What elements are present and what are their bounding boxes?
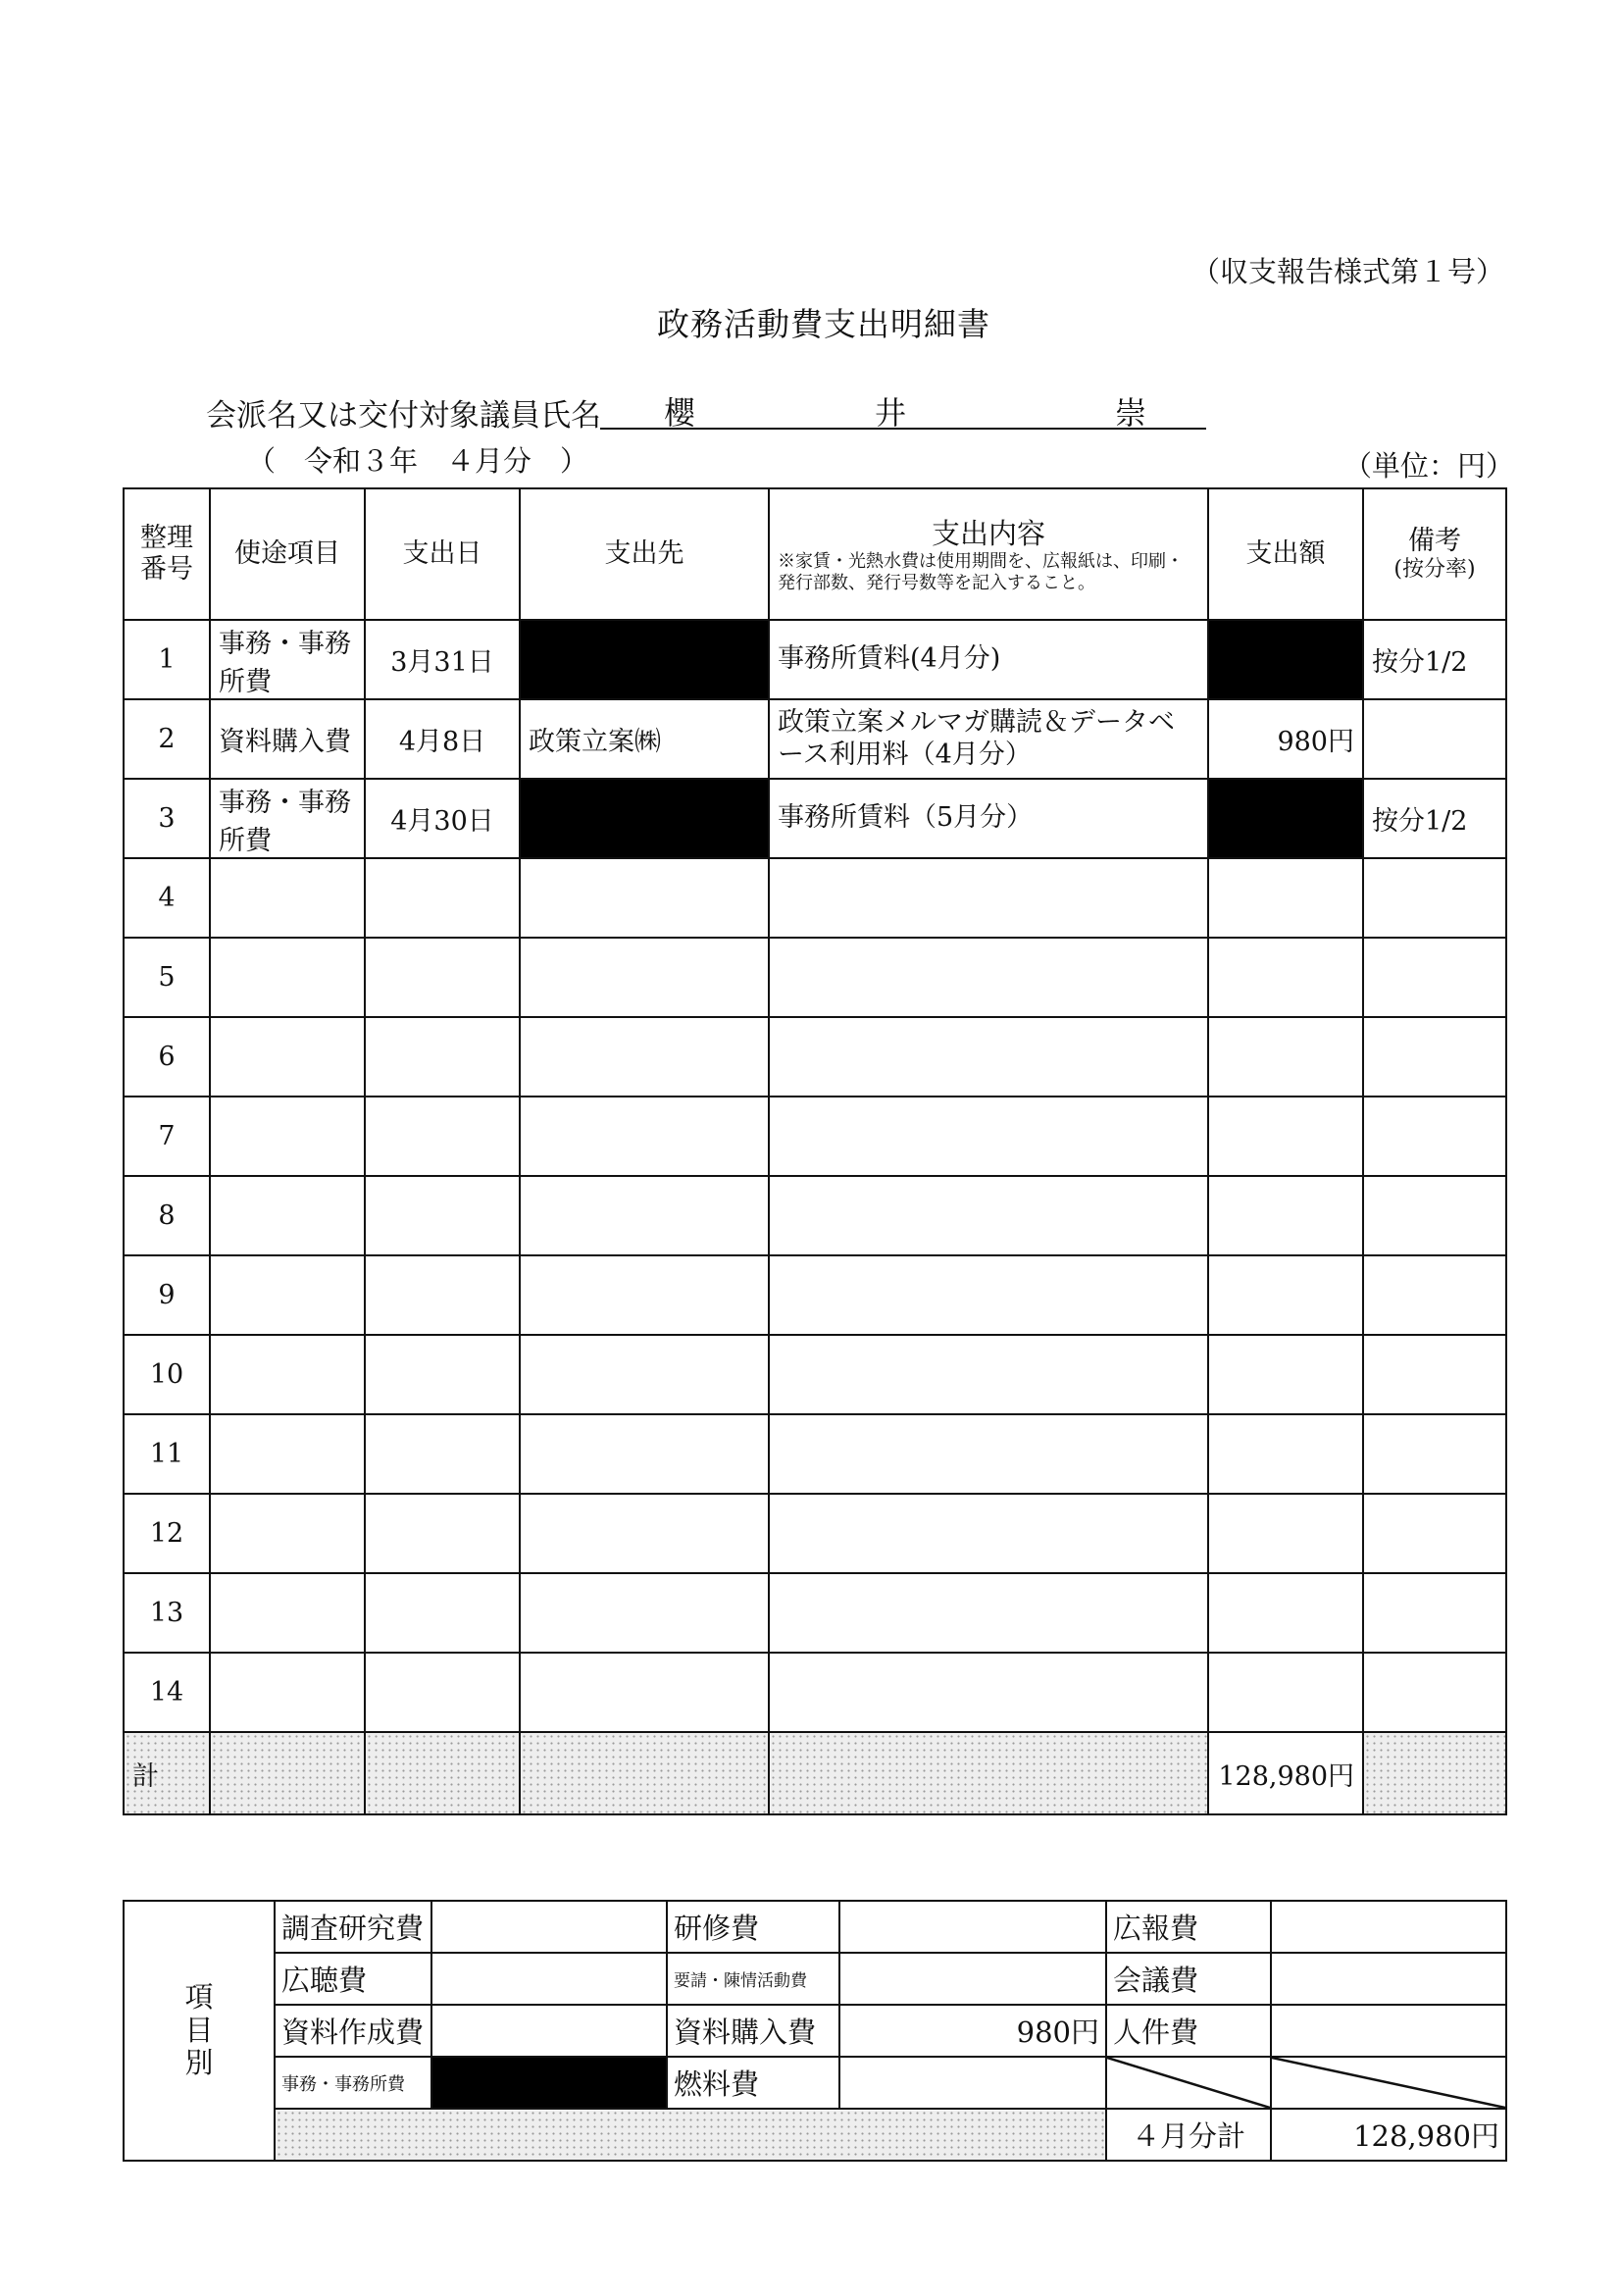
row-remarks: 按分1/2 [1363,779,1506,858]
row-content [769,938,1208,1017]
row-payee [520,1573,769,1653]
summary-value [1271,1953,1506,2005]
row-content [769,1017,1208,1097]
row-amount [1208,1494,1363,1573]
row-content: 政策立案メルマガ購読＆データベース利用料（4月分） [769,699,1208,779]
summary-label: 広聴費 [275,1953,431,2005]
row-payee [520,858,769,938]
form-number: （収支報告様式第１号） [1191,255,1505,288]
row-amount [1208,1335,1363,1414]
row-date [365,1335,520,1414]
row-payee [520,1494,769,1573]
row-content: 事務所賃料（5月分） [769,779,1208,858]
redacted-cell [520,779,769,858]
table-row [124,938,1506,1017]
row-number: 11 [124,1414,210,1494]
row-date [365,1017,520,1097]
row-amount [1208,938,1363,1017]
header-number: 整理 番号 [124,488,210,620]
header-content [769,488,1208,620]
redacted-cell [520,620,769,699]
shaded-cell [275,2109,1106,2161]
row-date [365,1573,520,1653]
category-summary-table [123,1900,1507,2162]
total-row [124,1732,1506,1814]
row-remarks [1363,938,1506,1017]
row-number: 4 [124,858,210,938]
row-amount [1208,1017,1363,1097]
row-purpose [210,1017,365,1097]
row-date [365,1176,520,1255]
row-purpose [210,1414,365,1494]
summary-value: 980円 [839,2005,1106,2057]
summary-label: 会議費 [1106,1953,1271,2005]
table-row [124,1097,1506,1176]
member-name-char: 櫻 [664,394,696,432]
row-amount: 980円 [1208,699,1363,779]
total-label: 計 [124,1732,210,1814]
shaded-cell [210,1732,365,1814]
table-row [124,779,1506,858]
summary-row [124,2057,1506,2109]
row-content [769,1653,1208,1732]
row-date: 4月30日 [365,779,520,858]
document-title: 政務活動費支出明細書 [657,305,990,343]
row-date [365,858,520,938]
member-name-char: 崇 [1115,394,1147,432]
row-number: 14 [124,1653,210,1732]
summary-value [431,2005,667,2057]
row-amount [1208,1176,1363,1255]
row-content [769,1414,1208,1494]
row-remarks [1363,1494,1506,1573]
total-amount: 128,980円 [1208,1732,1363,1814]
row-content [769,858,1208,938]
row-purpose: 事務・事務所費 [210,779,365,858]
month-total-label: ４月分計 [1106,2109,1271,2161]
row-payee [520,1017,769,1097]
table-row [124,1573,1506,1653]
row-number: 2 [124,699,210,779]
shaded-cell [1363,1732,1506,1814]
header-amount: 支出額 [1208,488,1363,620]
row-remarks [1363,1097,1506,1176]
row-content [769,1255,1208,1335]
row-payee [520,1176,769,1255]
shaded-cell [769,1732,1208,1814]
row-content [769,1176,1208,1255]
summary-value [1271,1901,1506,1953]
row-purpose [210,1653,365,1732]
row-number: 10 [124,1335,210,1414]
summary-label: 事務・事務所費 [275,2057,431,2109]
row-date: 3月31日 [365,620,520,699]
row-remarks [1363,1573,1506,1653]
summary-row [124,1953,1506,2005]
diagonal-cell [1106,2057,1271,2109]
row-number: 3 [124,779,210,858]
row-number: 5 [124,938,210,1017]
table-row [124,1017,1506,1097]
summary-row [124,2005,1506,2057]
row-amount [1208,1573,1363,1653]
table-row [124,1414,1506,1494]
summary-side-label: 項 目 別 [124,1901,275,2161]
summary-label: 資料購入費 [667,2005,839,2057]
diagonal-cell [1271,2057,1506,2109]
row-payee [520,1097,769,1176]
summary-value [1271,2005,1506,2057]
table-row [124,1176,1506,1255]
header-payee: 支出先 [520,488,769,620]
row-amount [1208,1414,1363,1494]
redacted-cell [1208,620,1363,699]
table-header-row [124,488,1506,620]
row-number: 13 [124,1573,210,1653]
member-name [600,388,1206,430]
row-remarks [1363,1176,1506,1255]
row-content [769,1494,1208,1573]
row-payee [520,1414,769,1494]
row-date [365,1255,520,1335]
summary-label: 研修費 [667,1901,839,1953]
row-remarks [1363,858,1506,938]
row-payee [520,938,769,1017]
row-number: 8 [124,1176,210,1255]
member-label: 会派名又は交付対象議員氏名 [206,398,601,434]
summary-value [839,2057,1106,2109]
row-remarks [1363,699,1506,779]
row-purpose [210,1176,365,1255]
summary-value [839,1953,1106,2005]
row-date: 4月8日 [365,699,520,779]
row-remarks [1363,1017,1506,1097]
row-remarks [1363,1653,1506,1732]
table-row [124,620,1506,699]
summary-label: 人件費 [1106,2005,1271,2057]
header-content-note: ※家賃・光熱水費は使用期間を、広報紙は、印刷・発行部数、発行号数等を記入すること。 [778,550,1184,594]
redacted-cell [1208,779,1363,858]
redacted-cell [431,2057,667,2109]
row-payee: 政策立案㈱ [520,699,769,779]
row-content [769,1335,1208,1414]
unit-label: （単位：円） [1343,449,1515,483]
row-payee [520,1335,769,1414]
row-remarks: 按分1/2 [1363,620,1506,699]
row-purpose: 資料購入費 [210,699,365,779]
row-purpose [210,1097,365,1176]
table-row [124,1335,1506,1414]
summary-label: 燃料費 [667,2057,839,2109]
row-number: 9 [124,1255,210,1335]
row-payee [520,1255,769,1335]
row-number: 1 [124,620,210,699]
header-remarks: 備考 (按分率) [1363,488,1506,620]
row-date [365,1414,520,1494]
row-purpose [210,858,365,938]
row-purpose [210,938,365,1017]
summary-label: 広報費 [1106,1901,1271,1953]
row-number: 6 [124,1017,210,1097]
period: （ 令和３年 ４月分 ） [247,444,589,478]
row-date [365,1653,520,1732]
summary-label: 調査研究費 [275,1901,431,1953]
row-date [365,938,520,1017]
table-row [124,699,1506,779]
summary-label: 資料作成費 [275,2005,431,2057]
table-row [124,858,1506,938]
row-number: 12 [124,1494,210,1573]
header-purpose: 使途項目 [210,488,365,620]
shaded-cell [520,1732,769,1814]
row-amount [1208,858,1363,938]
row-purpose [210,1255,365,1335]
summary-label: 要請・陳情活動費 [667,1953,839,2005]
summary-value [839,1901,1106,1953]
row-remarks [1363,1255,1506,1335]
table-row [124,1494,1506,1573]
row-remarks [1363,1335,1506,1414]
row-content [769,1573,1208,1653]
table-row [124,1653,1506,1732]
row-number: 7 [124,1097,210,1176]
row-purpose: 事務・事務所費 [210,620,365,699]
row-amount [1208,1653,1363,1732]
header-date: 支出日 [365,488,520,620]
header-content-label: 支出内容 [931,517,1045,551]
member-name-char: 井 [875,394,907,432]
row-purpose [210,1573,365,1653]
table-row [124,1255,1506,1335]
summary-row [124,1901,1506,1953]
row-content: 事務所賃料(4月分) [769,620,1208,699]
row-amount [1208,1255,1363,1335]
row-date [365,1097,520,1176]
row-remarks [1363,1414,1506,1494]
row-content [769,1097,1208,1176]
summary-value [431,1901,667,1953]
expenditure-table [123,487,1507,1815]
month-total-value: 128,980円 [1271,2109,1506,2161]
shaded-cell [365,1732,520,1814]
row-payee [520,1653,769,1732]
summary-total-row [124,2109,1506,2161]
row-date [365,1494,520,1573]
row-purpose [210,1494,365,1573]
summary-value [431,1953,667,2005]
row-amount [1208,1097,1363,1176]
row-purpose [210,1335,365,1414]
